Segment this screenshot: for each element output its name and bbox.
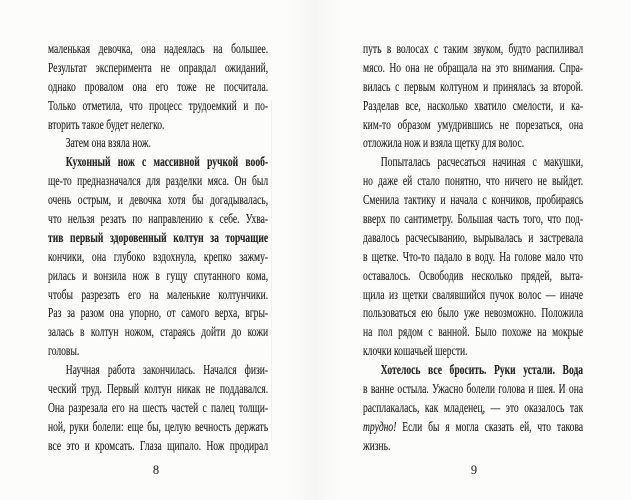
text-line: пользоваться ею было уже невозможно. Положила — [363, 305, 584, 321]
text-line: чтобы разрезать его на маленькие колтунчики. — [48, 286, 269, 302]
page-right-text — [363, 40, 583, 456]
text-line: путь в волосах с таким звуком, будто распиливал — [363, 41, 584, 56]
text-line: однако провалом она его тоже не посчитала. — [48, 78, 269, 94]
text-line: Результат эксперимента не оправдал ожиданий, — [48, 59, 269, 75]
text-line: ческий труд. Первый колтун никак не поддавался. — [48, 381, 269, 397]
text-line: Раз за разом она упорно, от самого верха, вгры- — [48, 305, 269, 321]
text-line: ще-то предназначался для разделки мяса. Он был — [48, 173, 269, 189]
text-line: Она разрезала его на шесть частей с палец толщи- — [48, 399, 269, 415]
text-line: оставалось. Освободив несколько прядей, выта- — [363, 267, 584, 283]
text-line: Кухонный нож с массивной ручкой вооб- — [65, 154, 269, 170]
page-edge-line — [271, 100, 272, 440]
text-line: вторить такое будет нелегко. — [48, 116, 165, 132]
text-line: Затем она взяла нож. — [65, 135, 151, 151]
text-line: давалось расчесыванию, вырывалась и застревала — [363, 229, 584, 245]
page-number-left: 8 — [152, 463, 160, 477]
text-line: головы. — [48, 343, 80, 359]
text-line: рилась и вонзила нож в гущу спутанного кома, — [48, 267, 269, 283]
text-line: тив первый здоровенный колтун за торчащие — [48, 229, 269, 245]
text-line: ной, руки болели: еще бы, целую вечность держать — [48, 418, 269, 434]
text-line: кончики, она глубоко вздохнула, крепко зажму- — [48, 248, 269, 264]
text-line: маленькая девочка, она надеялась на большее. — [48, 41, 269, 56]
gutter-shadow — [285, 0, 345, 500]
text-line: отложила нож и взяла щетку для волос. — [363, 135, 525, 151]
text-line: мясо. Но она не обращала на это внимания. Спра- — [363, 59, 584, 75]
text-line: Попыталась расчесаться начиная с макушки, — [380, 154, 584, 170]
text-line: расплакалась, как младенец, — это оказалось так — [363, 399, 584, 415]
text-line: ким-то образом умудрившись не порезаться, она — [363, 116, 584, 132]
text-line: Разделав все, насколько хватило смелости, и ка- — [363, 97, 584, 113]
page-left-text — [48, 40, 268, 456]
text-line: Сменила тактику и начала с кончиков, пробираясь — [363, 192, 584, 208]
text-line: Научная работа закончилась. Начался физи- — [65, 362, 269, 378]
text-line: трудно! Если бы я могла сказать ей, что такова — [363, 418, 584, 434]
text-line: вилась с первым колтуном и принялась за второй. — [363, 78, 584, 94]
text-line: залась в колтун ножом, стараясь дойти до кожи — [48, 324, 269, 340]
text-line: клочки кошачьей шерсти. — [363, 343, 468, 359]
text-line: щила из щетки свалявшийся пучок волос — иначе — [363, 286, 584, 302]
text-line: но даже ей стало понятно, что ничего не выйдет. — [363, 173, 584, 189]
text-line: Только отметила, что процесс трудоемкий и по- — [48, 97, 269, 113]
text-line: в щетке. Что-то падало в воду. На голове мало что — [363, 248, 584, 264]
text-line: на пол рядом с ванной. Было похоже на мокрые — [363, 324, 584, 340]
text-line: что нельзя резать по направлению к себе. Ухва- — [48, 211, 269, 227]
text-line: жизнь. — [363, 437, 391, 453]
text-line: все это и кромсать. Глаза щипало. Нож продирал — [48, 437, 269, 453]
page-number-right: 9 — [470, 463, 478, 477]
text-line: Хотелось все бросить. Руки устали. Вода — [380, 362, 584, 378]
text-line: в ванне остыла. Ужасно болели голова и шея. И она — [363, 381, 584, 397]
text-line: вверх по сантиметру. Большая часть того, что под- — [363, 211, 584, 227]
text-line: очень острым, и девочка хотя бы догадывалась, — [48, 192, 269, 208]
